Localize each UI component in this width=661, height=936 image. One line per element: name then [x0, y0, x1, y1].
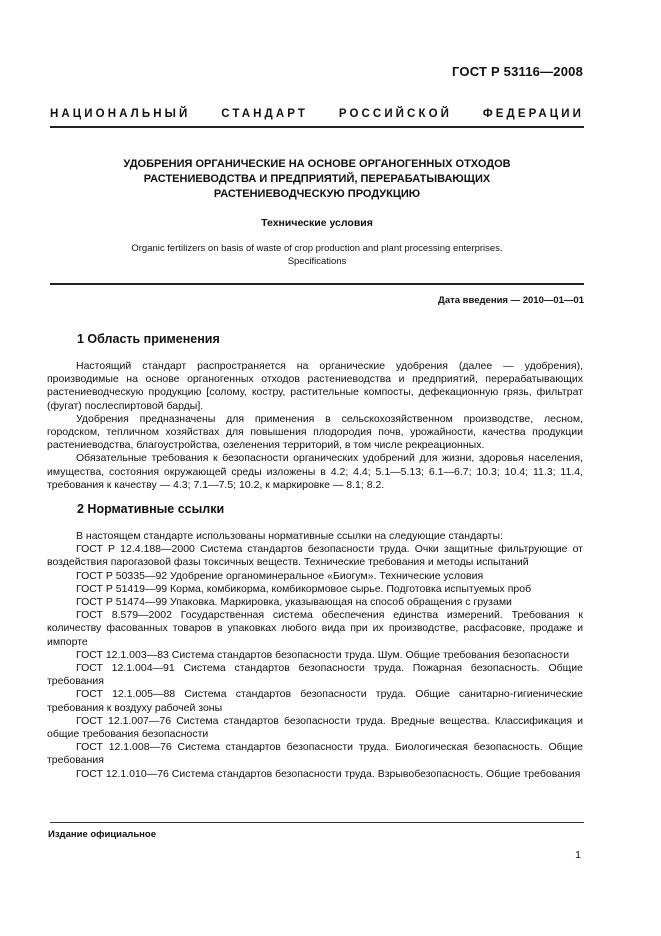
- banner-rule: [50, 126, 584, 128]
- intro-date: Дата введения — 2010—01—01: [438, 295, 584, 306]
- edition-note: Издание официальное: [48, 829, 156, 840]
- document-title: [60, 157, 574, 202]
- reference-item: ГОСТ 12.1.008—76 Система стандартов безопасности труда. Биологическая безопасность. Общие требования: [47, 741, 583, 767]
- national-standard-banner: НАЦИОНАЛЬНЫЙ СТАНДАРТ РОССИЙСКОЙ ФЕДЕРАЦИИ: [50, 108, 584, 120]
- reference-item: ГОСТ 12.1.007—76 Система стандартов безопасности труда. Вредные вещества. Классификация и общие требования безопасности: [47, 714, 583, 741]
- section-1-body: [47, 360, 583, 492]
- title-line: УДОБРЕНИЯ ОРГАНИЧЕСКИЕ НА ОСНОВЕ ОРГАНОГЕННЫХ ОТХОДОВ: [123, 158, 511, 170]
- reference-item: ГОСТ 12.1.005—88 Система стандартов безопасности труда. Общие санитарно-гигиенические требования к воздуху рабочей зоны: [47, 688, 583, 714]
- title-rule: [50, 283, 584, 285]
- document-subtitle: Технические условия: [261, 217, 373, 229]
- doc-code: ГОСТ Р 53116—2008: [452, 64, 583, 79]
- section-2-heading: 2 Нормативные ссылки: [77, 502, 225, 516]
- reference-item: ГОСТ 12.1.004—91 Система стандартов безопасности труда. Пожарная безопасность. Общие требования: [47, 662, 583, 688]
- paragraph: Обязательные требования к безопасности органических удобрений для жизни, здоровья населения, имущества, состояния окружающей среды изложены в 4.2; 4.4; 5.1—5.13; 6.1—6.7; 10.3; 10.4; 11.3; 11.4, требования к качеству — 4.3; 7.1—7.5; 10.2, к маркировке — 8.1; 8.2.: [47, 452, 583, 491]
- reference-item: ГОСТ Р 12.4.188—2000 Система стандартов безопасности труда. Очки защитные фильтрующие от воздействия парогазовой фазы токсичных веществ. Технические требования и методы испытаний: [47, 543, 583, 569]
- paragraph: Настоящий стандарт распространяется на органические удобрения (далее — удобрения), производимые на основе органогенных отходов растениеводства и предприятий, перерабатывающих растениеводческую продукцию [солому, костру, растительные компосты, дефекационную грязь, фильтрат (фугат) послеспиртовой барды].: [47, 360, 583, 412]
- reference-item: ГОСТ 12.1.003—83 Система стандартов безопасности труда. Шум. Общие требования безопасности: [76, 648, 570, 661]
- title-line: РАСТЕНИЕВОДЧЕСКУЮ ПРОДУКЦИЮ: [213, 188, 421, 200]
- reference-item: ГОСТ Р 51474—99 Упаковка. Маркировка, указывающая на способ обращения с грузами: [76, 596, 512, 609]
- reference-item: ГОСТ 12.1.010—76 Система стандартов безопасности труда. Взрывобезопасность. Общие требования: [76, 767, 581, 780]
- section-1-heading: 1 Область применения: [77, 332, 220, 346]
- title-line: РАСТЕНИЕВОДСТВА И ПРЕДПРИЯТИЙ, ПЕРЕРАБАТЫВАЮЩИХ: [143, 173, 491, 185]
- english-title-line: Organic fertilizers on basis of waste of crop production and plant processing enterprises.: [131, 243, 503, 254]
- reference-item: ГОСТ 8.579—2002 Государственная система обеспечения единства измерений. Требования к количеству фасованных товаров в упаковках любого вида при их производстве, расфасовке, продаже и импорте: [47, 609, 583, 648]
- page-number: 1: [575, 849, 581, 861]
- section-2-body: [47, 530, 583, 781]
- footer-rule: [50, 822, 584, 823]
- reference-item: В настоящем стандарте использованы нормативные ссылки на следующие стандарты:: [76, 530, 503, 542]
- english-title: [60, 242, 574, 268]
- reference-item: ГОСТ Р 51419—99 Корма, комбикорма, комбикормовое сырье. Подготовка испытуемых проб: [76, 582, 532, 595]
- paragraph: Удобрения предназначены для применения в сельскохозяйственном производстве, лесном, городском, тепличном хозяйствах для повышения плодородия почв, урожайности, качества продукции растениеводства, благоустройства, озеленения территорий, в том числе рекреационных.: [47, 412, 583, 452]
- english-title-line: Specifications: [287, 256, 347, 267]
- reference-item: ГОСТ Р 50335—92 Удобрение органоминеральное «Биогум». Технические условия: [76, 569, 484, 582]
